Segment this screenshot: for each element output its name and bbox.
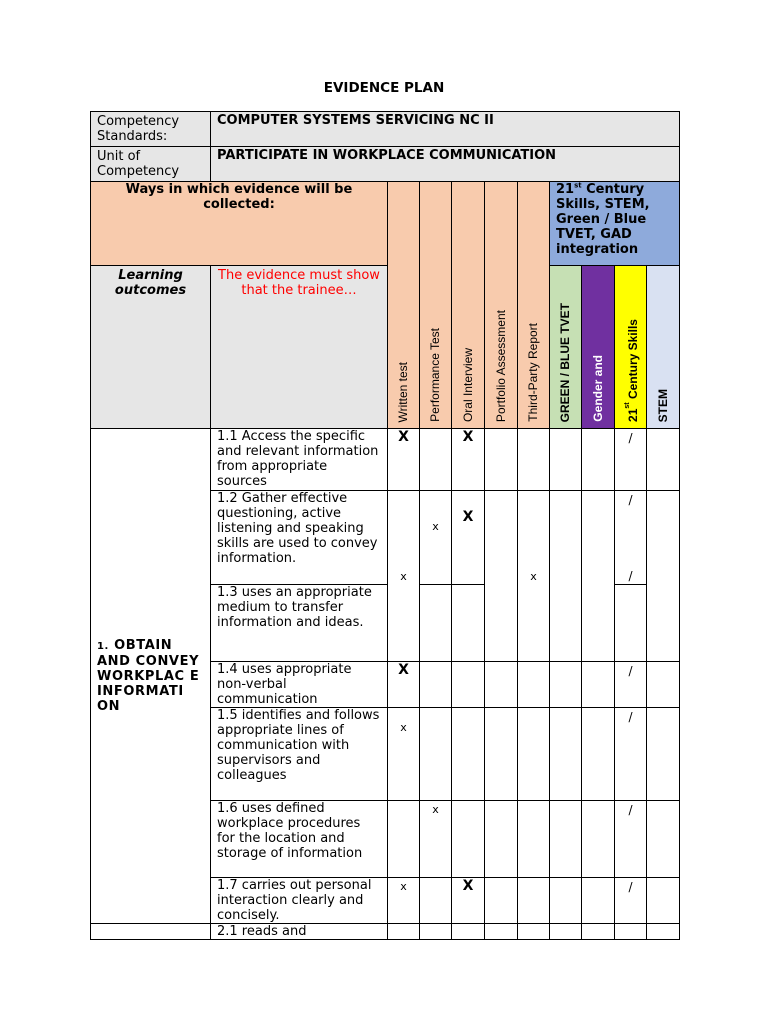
mark-1-1-gender [582,429,615,491]
mark-1-2-written: x [388,491,420,662]
mark-1-1-portfolio [485,429,518,491]
mark-1-4-portfolio [485,662,518,708]
mark-1-5-performance [420,708,452,801]
mark-1-2-century: / / [615,491,647,585]
mark-1-4-performance [420,662,452,708]
mark-1-1-oral: X [452,429,485,491]
mark-1-2-portfolio [485,491,518,662]
unit-of-competency-label: Unit of Competency [91,147,211,182]
method-header-oral-interview: Oral Interview [452,182,485,429]
mark-1-1-green [550,429,582,491]
mark-1-3-century [615,585,647,662]
mark-1-2-green [550,491,582,662]
mark-1-1-written: X [388,429,420,491]
mark-1-7-written: x [388,878,420,924]
mark-1-1-stem [647,429,680,491]
mark-1-4-written: X [388,662,420,708]
mark-2-1-oral [452,924,485,940]
mark-1-4-century: / [615,662,647,708]
mark-1-2-gender [582,491,615,662]
learning-outcome-1: 1. OBTAIN AND CONVEY WORKPLAC E INFORMATI ON [91,429,211,924]
mark-1-6-written [388,801,420,878]
mark-1-6-century: / [615,801,647,878]
mark-1-3-performance [420,585,452,662]
ways-evidence-collected-header: Ways in which evidence will be collected: [91,182,388,266]
green-blue-tvet-header: GREEN / BLUE TVET [550,266,582,429]
mark-1-5-green [550,708,582,801]
criterion-1-6: 1.6 uses defined workplace procedures for the location and storage of information [211,801,388,878]
criterion-1-5: 1.5 identifies and follows appropriate lines of communication with supervisors and colleagues [211,708,388,801]
mark-2-1-green [550,924,582,940]
mark-1-7-performance [420,878,452,924]
mark-1-5-portfolio [485,708,518,801]
mark-1-5-oral [452,708,485,801]
mark-1-3-oral [452,585,485,662]
mark-1-1-performance [420,429,452,491]
page-title: EVIDENCE PLAN [323,80,445,96]
gender-and-header: Gender and [582,266,615,429]
mark-2-1-stem [647,924,680,940]
mark-1-7-gender [582,878,615,924]
competency-standards-value: COMPUTER SYSTEMS SERVICING NC II [211,112,680,147]
mark-2-1-gender [582,924,615,940]
learning-outcomes-header: Learning outcomes [91,266,211,429]
criterion-1-1: 1.1 Access the specific and relevant information from appropriate sources [211,429,388,491]
mark-1-6-green [550,801,582,878]
mark-1-6-oral [452,801,485,878]
century-skills-header: 21st Century Skills [615,266,647,429]
mark-2-1-third-party [518,924,550,940]
mark-1-5-gender [582,708,615,801]
integration-header: 21st Century Skills, STEM, Green / Blue TVET, GAD integration [550,182,680,266]
mark-1-7-portfolio [485,878,518,924]
criterion-1-2: 1.2 Gather effective questioning, active listening and speaking skills are used to convey information. [211,491,388,585]
criterion-1-7: 1.7 carries out personal interaction clearly and concisely. [211,878,388,924]
mark-1-7-green [550,878,582,924]
mark-1-4-oral [452,662,485,708]
method-header-portfolio-assessment: Portfolio Assessment [485,182,518,429]
method-header-third-party-report: Third-Party Report [518,182,550,429]
criterion-1-3: 1.3 uses an appropriate medium to transfer information and ideas. [211,585,388,662]
criterion-1-4: 1.4 uses appropriate non-verbal communication [211,662,388,708]
method-header-performance-test: Performance Test [420,182,452,429]
mark-1-1-century: / [615,429,647,491]
mark-2-1-written [388,924,420,940]
mark-1-6-portfolio [485,801,518,878]
mark-1-4-gender [582,662,615,708]
competency-standards-label: Competency Standards: [91,112,211,147]
mark-1-7-third-party [518,878,550,924]
mark-1-4-stem [647,662,680,708]
mark-1-7-century: / [615,878,647,924]
mark-1-4-green [550,662,582,708]
learning-outcome-2 [91,924,211,940]
stem-header: STEM [647,266,680,429]
mark-1-2-stem [647,491,680,662]
mark-1-1-third-party [518,429,550,491]
mark-1-6-stem [647,801,680,878]
mark-1-6-performance: x [420,801,452,878]
mark-1-6-gender [582,801,615,878]
evidence-plan-table [90,111,680,940]
mark-1-2-oral: X [452,491,485,585]
mark-1-5-written: x [388,708,420,801]
mark-2-1-performance [420,924,452,940]
mark-1-4-third-party [518,662,550,708]
mark-1-5-stem [647,708,680,801]
method-header-written-test: Written test [388,182,420,429]
mark-1-7-oral: X [452,878,485,924]
mark-1-2-performance: x [420,491,452,585]
evidence-criteria-header: The evidence must show that the trainee… [211,266,388,429]
mark-2-1-portfolio [485,924,518,940]
mark-1-5-third-party [518,708,550,801]
unit-of-competency-value: PARTICIPATE IN WORKPLACE COMMUNICATION [211,147,680,182]
mark-1-6-third-party [518,801,550,878]
mark-1-7-stem [647,878,680,924]
mark-1-2-third-party: x [518,491,550,662]
mark-1-5-century: / [615,708,647,801]
mark-2-1-century [615,924,647,940]
criterion-2-1: 2.1 reads and [211,924,388,940]
